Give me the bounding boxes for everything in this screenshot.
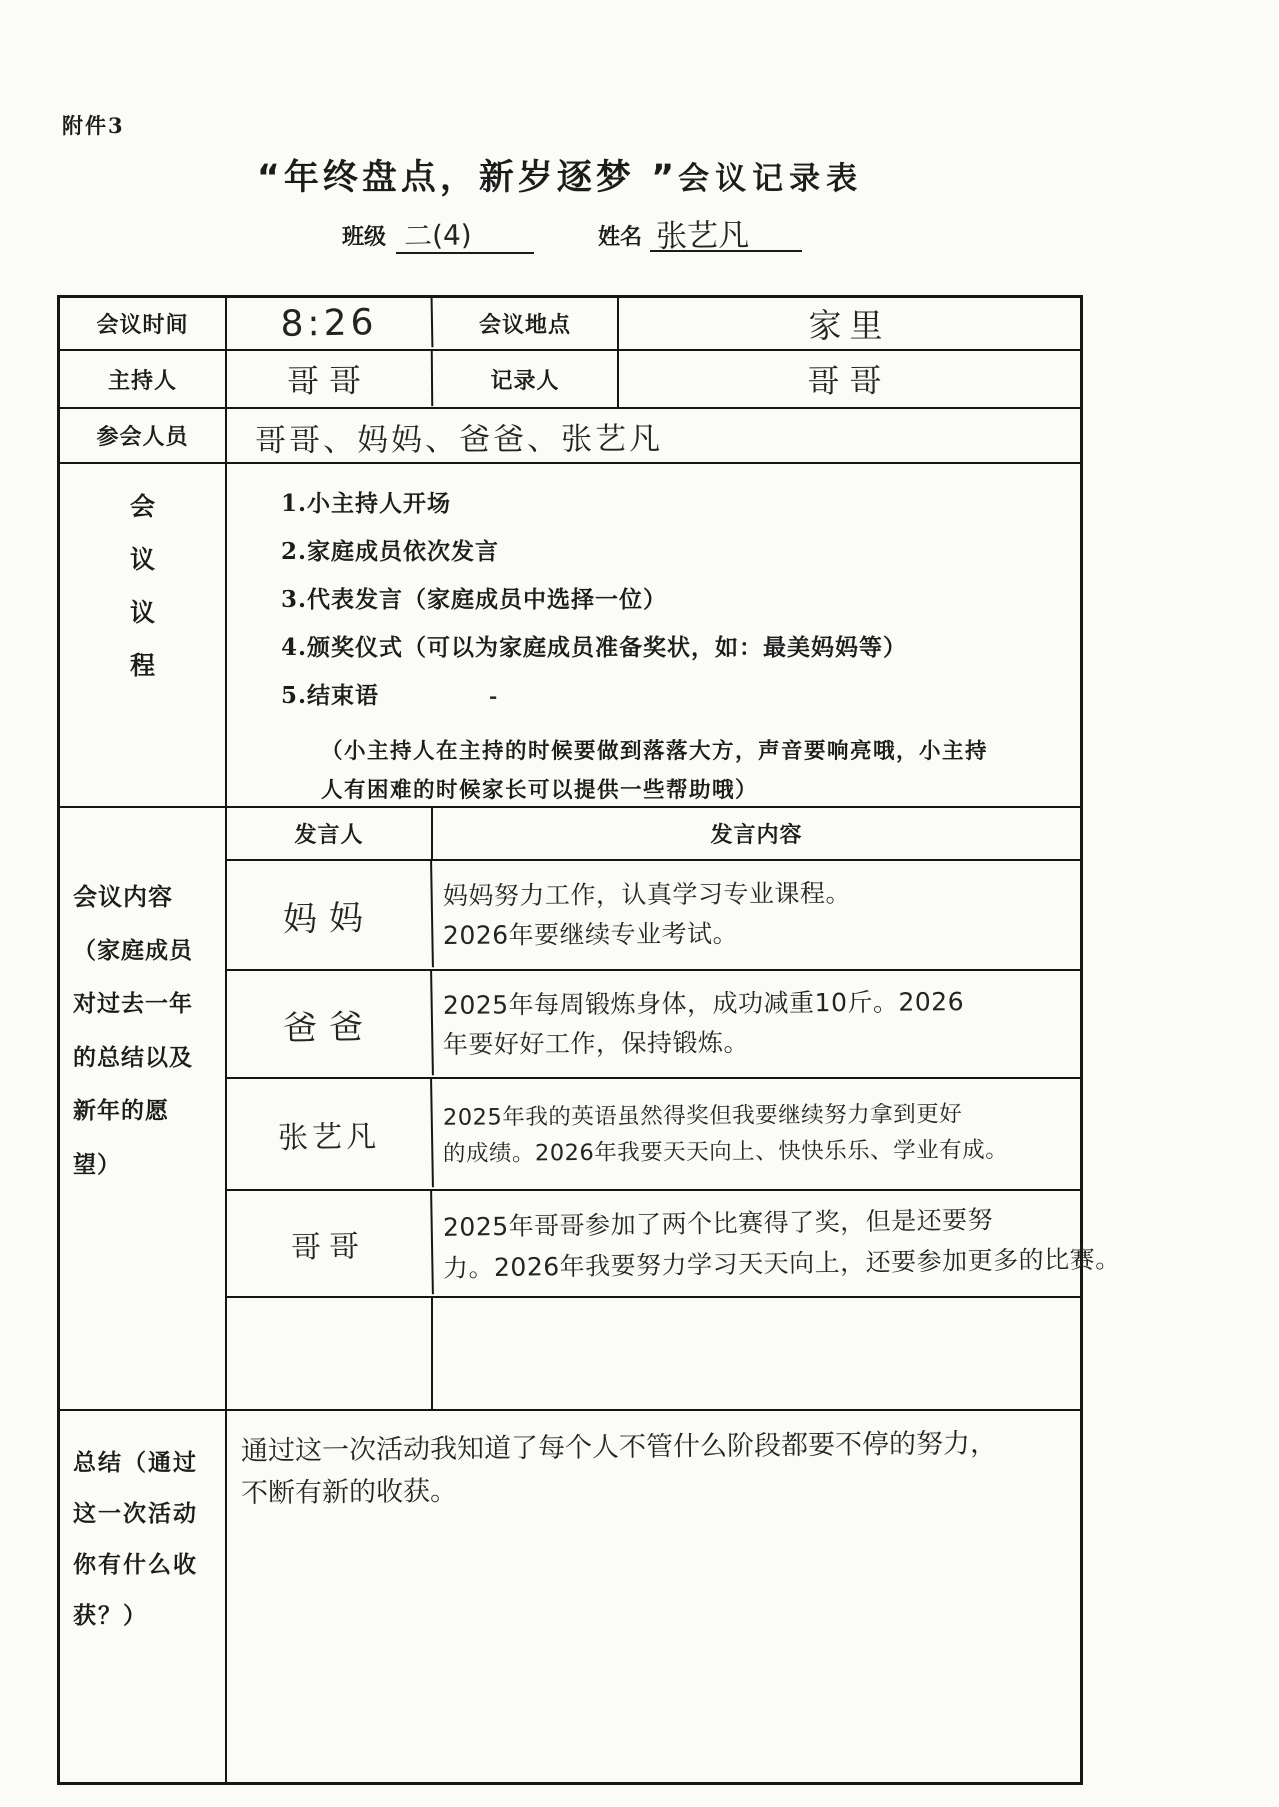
meeting-place-value: 家里 (808, 306, 891, 345)
summary-line: 通过这一次活动我知道了每个人不管什么阶段都要不停的努力， (240, 1428, 998, 1467)
speaker-name: 张艺凡 (226, 1077, 434, 1191)
speech-line: 的成绩。2026年我要天天向上、快快乐乐、学业有成。 (442, 1137, 1009, 1167)
meeting-content-label (60, 808, 227, 1409)
summary-label (60, 1411, 227, 1782)
agenda-note-line: （小主持人在主持的时候要做到落落大方，声音要响亮哦，小主持 (321, 739, 989, 764)
summary-content (227, 1411, 1080, 1782)
title-suffix: 会议记录表 (678, 161, 864, 197)
speech-line: 2025年每周锻炼身体，成功减重10斤。2026 (442, 987, 965, 1020)
meeting-content-label-line: （家庭成员 (73, 936, 193, 964)
meeting-content-label-line: 的总结以及 (73, 1043, 193, 1071)
host-label: 主持人 (60, 351, 227, 407)
summary-label-line: 这一次活动 (73, 1500, 198, 1527)
recorder-label: 记录人 (433, 351, 619, 407)
agenda-item-5-text: 5.结束语 (281, 682, 380, 709)
speech-header-row (227, 808, 1080, 861)
agenda-label-char: 议 (129, 545, 155, 574)
speech-row-mama (227, 861, 1080, 971)
meeting-content-label-line: 对过去一年 (73, 990, 193, 1017)
agenda-label-char: 议 (129, 598, 155, 627)
agenda-item-2: 2.家庭成员依次发言 (281, 538, 500, 565)
summary-label-line: 你有什么收 (73, 1551, 198, 1578)
speech-row-zhangyifan (227, 1079, 1080, 1191)
agenda-label-char: 会 (129, 492, 155, 521)
speech-line: 妈妈努力工作，认真学习专业课程。 (442, 878, 852, 911)
agenda-items (227, 464, 1080, 806)
meeting-time-value: 8:26 (227, 296, 434, 351)
participants-value: 哥哥、妈妈、爸爸、张艺凡 (254, 420, 664, 460)
agenda-note-line: 人有困难的时候家长可以提供一些帮助哦） (321, 778, 759, 803)
speech-row-empty (227, 1298, 1080, 1409)
speech-rows (227, 808, 1121, 1409)
meeting-place-label: 会议地点 (433, 298, 619, 349)
summary-label-line: 获？） (73, 1602, 148, 1629)
table-row-time-place (60, 298, 1080, 351)
speaker-column-header: 发言人 (227, 808, 433, 859)
attachment-label: 附件3 (62, 113, 125, 138)
class-name-line (0, 212, 1279, 258)
speech-line: 力。2026年我要努力学习天天向上，还要参加更多的比赛。 (442, 1243, 1121, 1283)
speaker-name: 妈妈 (226, 859, 434, 971)
empty-speaker-cell (227, 1298, 433, 1409)
speech-column-header: 发言内容 (710, 822, 803, 848)
agenda-item-3: 3.代表发言（家庭成员中选择一位） (281, 586, 668, 613)
meeting-content-label-line: 会议内容 (73, 882, 173, 911)
name-value-handwritten: 张艺凡 (655, 217, 750, 255)
page-title (0, 150, 1120, 200)
meeting-content-label-line: 望） (73, 1150, 121, 1178)
title-quoted-theme: “年终盘点，新岁逐梦 ” (256, 158, 679, 198)
meeting-content-label-line: 新年的愿 (73, 1097, 169, 1124)
speech-line: 2026年要继续专业考试。 (442, 918, 739, 951)
host-value: 哥哥 (227, 350, 433, 408)
table-row-participants (60, 409, 1080, 464)
speech-content (433, 971, 1080, 1077)
summary-label-line: 总结（通过 (73, 1449, 198, 1476)
participants-label: 参会人员 (60, 409, 227, 462)
speech-content (433, 1079, 1080, 1189)
agenda-vertical-label (60, 464, 227, 806)
speech-content (433, 861, 1080, 969)
table-row-summary (60, 1411, 1080, 1782)
class-label: 班级 (342, 224, 387, 250)
agenda-item-1: 1.小主持人开场 (281, 490, 452, 517)
agenda-label-char: 程 (129, 651, 155, 680)
speech-line: 2025年哥哥参加了两个比赛得了奖，但是还要努 (442, 1204, 994, 1242)
agenda-note (281, 732, 988, 810)
empty-speech-cell (433, 1298, 1080, 1409)
name-underline (650, 250, 802, 252)
speech-line: 年要好好工作，保持锻炼。 (442, 1027, 750, 1060)
table-row-agenda (60, 464, 1080, 808)
summary-line: 不断有新的收获。 (240, 1475, 458, 1510)
speaker-name: 哥哥 (226, 1189, 434, 1298)
class-value-handwritten: 二(4) (403, 218, 472, 253)
meeting-record-table (57, 295, 1121, 1785)
table-row-host-recorder (60, 351, 1080, 409)
class-underline (396, 252, 534, 254)
meeting-time-label: 会议时间 (60, 298, 227, 349)
speaker-name: 爸爸 (226, 969, 434, 1079)
recorder-value: 哥哥 (807, 361, 892, 401)
table-row-meeting-content (60, 808, 1121, 1411)
agenda-item-4: 4.颁奖仪式（可以为家庭成员准备奖状，如：最美妈妈等） (281, 634, 908, 661)
speech-row-baba (227, 971, 1080, 1079)
name-label: 姓名 (598, 224, 643, 250)
speech-row-gege (227, 1191, 1121, 1298)
speech-content (433, 1191, 1121, 1296)
speech-line: 2025年我的英语虽然得奖但我要继续努力拿到更好 (442, 1101, 963, 1131)
stray-pen-mark: - (489, 684, 499, 708)
agenda-item-5 (281, 672, 498, 720)
